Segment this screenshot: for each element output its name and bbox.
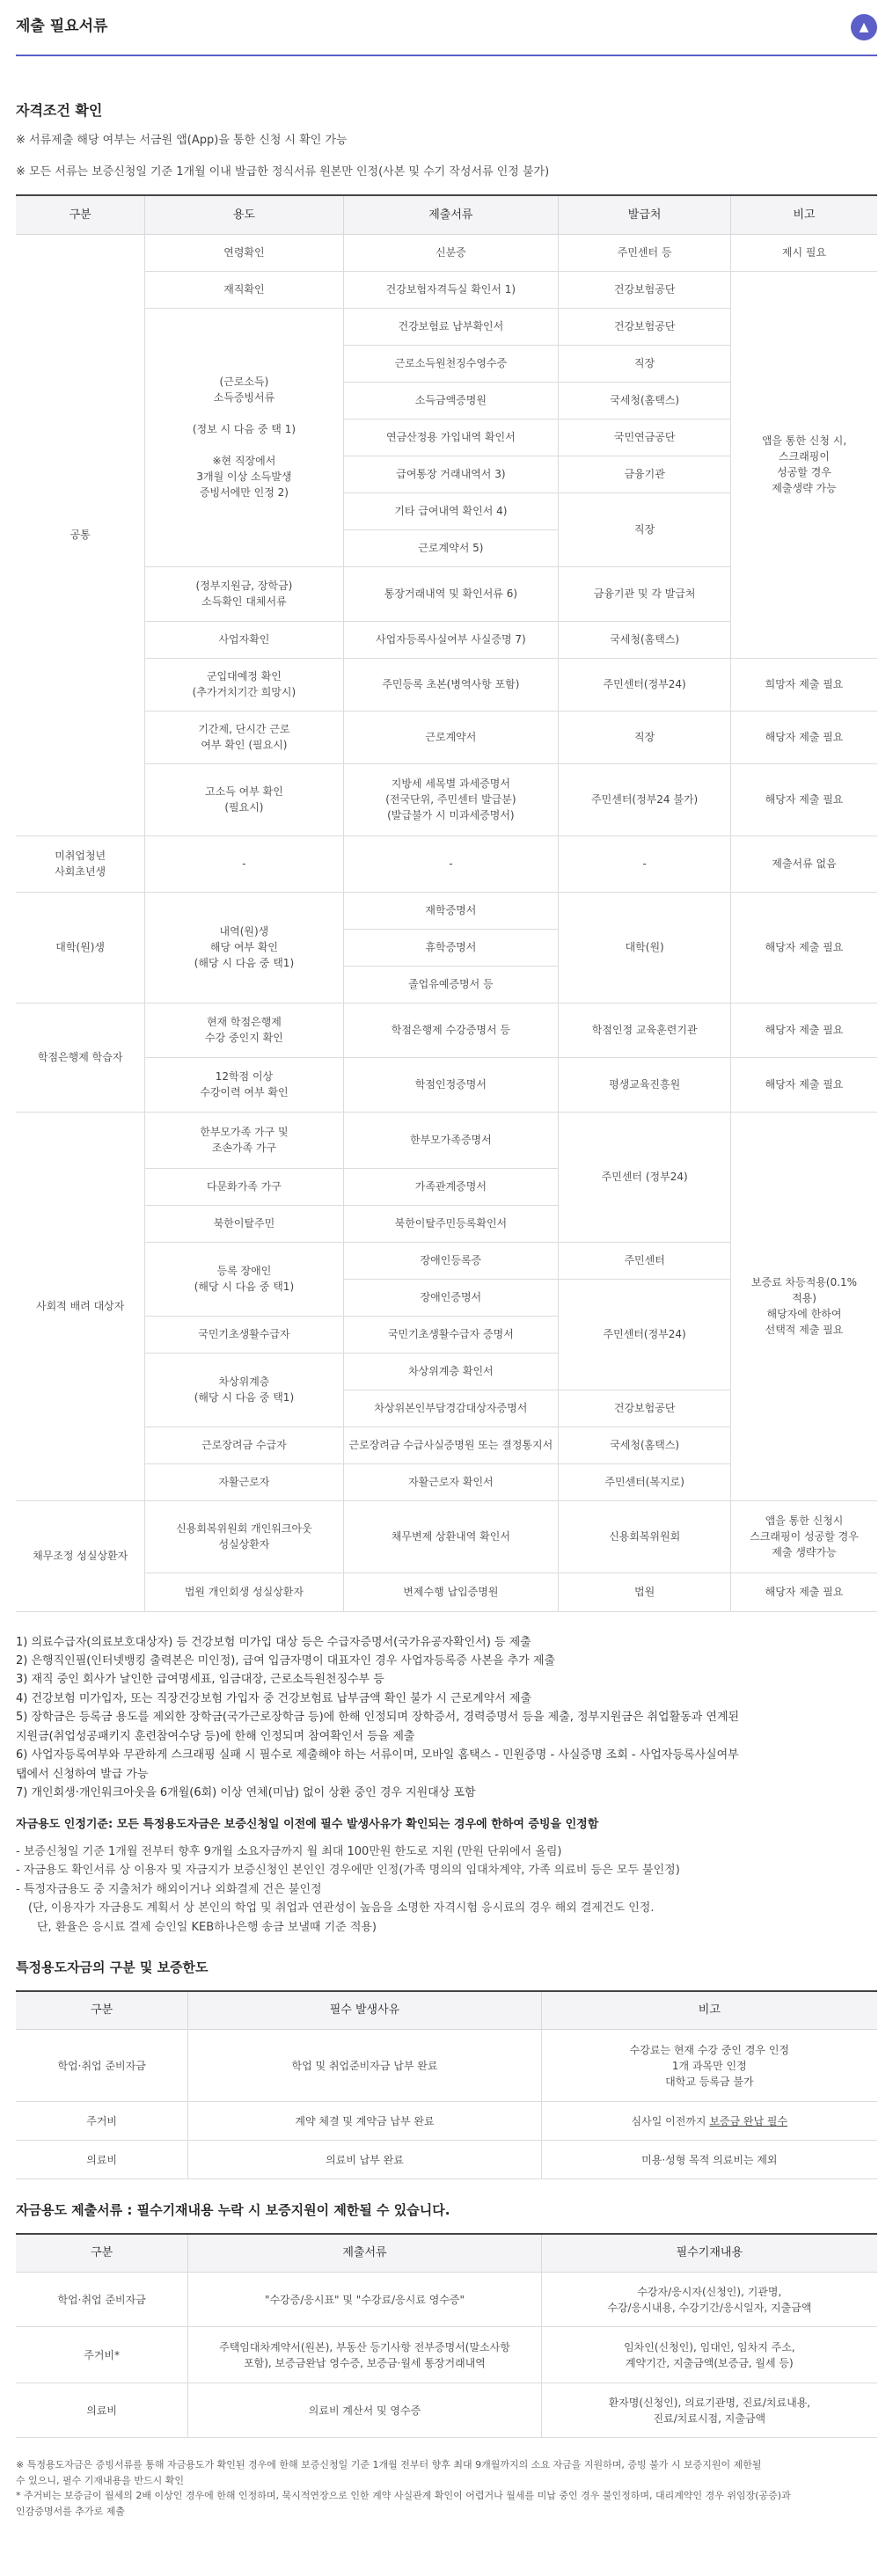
issuer-cell: 대학(원) xyxy=(559,892,731,1003)
document-cell: 차상위본인부담경감대상자증명서 xyxy=(343,1390,559,1427)
purpose-cell: 재직확인 xyxy=(145,271,343,308)
document-cell: 근로계약서 5) xyxy=(343,529,559,566)
issuer-cell: 주민센터 xyxy=(559,1242,731,1279)
issuer-cell: 주민센터(정부24) xyxy=(559,658,731,711)
issuer-cell: 주민센터 (정부24) xyxy=(559,1112,731,1242)
footnote: 3) 재직 중인 회사가 날인한 급여명세표, 임금대장, 근로소득원천징수부 등 xyxy=(16,1673,384,1687)
col-header: 필수기재내용 xyxy=(541,2234,877,2273)
category-cell: 공통 xyxy=(16,234,145,836)
col-header: 발급처 xyxy=(559,195,731,234)
footnote: 4) 건강보험 미가입자, 또는 직장건강보험 가입자 중 건강보험료 납부금액 확인 불가 시 근로계약서 제출 xyxy=(16,1691,532,1705)
purpose-cell: 고소득 여부 확인 (필요시) xyxy=(145,763,343,836)
purpose-cell: 현재 학점은행제 수강 중인지 확인 xyxy=(145,1003,343,1057)
required-content-cell: 임차인(신청인), 임대인, 임차지 주소, 계약기간, 지출금액(보증금, 월세 등) xyxy=(541,2327,877,2383)
purpose-cell: 기간제, 단시간 근로 여부 확인 (필요시) xyxy=(145,711,343,763)
chevron-up-icon[interactable]: ▲ xyxy=(851,14,877,40)
purpose-cell: 자활근로자 xyxy=(145,1463,343,1500)
issuer-cell: 국세청(홈택스) xyxy=(559,1427,731,1463)
reason-cell: 학업 및 취업준비자금 납부 완료 xyxy=(188,2030,541,2102)
document-cell: 졸업유예증명서 등 xyxy=(343,966,559,1003)
issuer-cell: 금융기관 및 각 발급처 xyxy=(559,566,731,621)
footnote: 1) 의료수급자(의료보호대상자) 등 건강보험 미가입 대상 등은 수급자증명서(국가유공자확인서) 등 제출 xyxy=(16,1635,531,1649)
col-header: 구분 xyxy=(16,195,145,234)
footnote: 6) 사업자등록여부와 무관하게 스크래핑 실패 시 필수로 제출해야 하는 서류이며, 모바일 홈택스 - 민원증명 - 사실증명 조회 - 사업자등록사실여부 xyxy=(16,1748,739,1762)
document-cell: 연금산정용 가입내역 확인서 xyxy=(343,419,559,456)
issuer-cell: 주민센터(복지로) xyxy=(559,1463,731,1500)
document-cell: 근로장려금 수급사실증명원 또는 결정통지서 xyxy=(343,1427,559,1463)
issuer-cell: 주민센터(정부24 불가) xyxy=(559,763,731,836)
purpose-cell: 신용회복위원회 개인워크아웃 성실상환자 xyxy=(145,1500,343,1573)
col-header: 필수 발생사유 xyxy=(188,1991,541,2030)
document-cell: 주민등록 초본(병역사항 포함) xyxy=(343,658,559,711)
remark-cell: 해당자 제출 필요 xyxy=(731,711,877,763)
reason-cell: 계약 체결 및 계약금 납부 완료 xyxy=(188,2102,541,2141)
category-cell: 의료비 xyxy=(16,2141,188,2179)
document-cell: 재학증명서 xyxy=(343,892,559,929)
footnote: 7) 개인회생·개인워크아웃을 6개월(6회) 이상 연체(미납) 없이 상환 중인 경우 지원대상 포함 xyxy=(16,1786,476,1799)
document-cell: 건강보험료 납부확인서 xyxy=(343,308,559,345)
purpose-cell: 군입대예정 확인 (추가거치기간 희망시) xyxy=(145,658,343,711)
col-header: 비고 xyxy=(731,195,877,234)
remark-cell: 보증료 차등적용(0.1% 적용) 해당자에 한하여 선택적 제출 필요 xyxy=(731,1112,877,1500)
purpose-cell: 한부모가족 가구 및 조손가족 가구 xyxy=(145,1112,343,1168)
qualification-note-original: ※ 모든 서류는 보증신청일 기준 1개월 이내 발급한 정식서류 원본만 인정(사본 및 수기 작성서류 인정 불가) xyxy=(16,164,550,179)
submit-docs-table xyxy=(16,2233,877,2439)
document-cell: 건강보험자격득실 확인서 1) xyxy=(343,271,559,308)
purpose-cell: (근로소득) 소득증빙서류 (정보 시 다음 중 택 1) ※현 직장에서 3개월 이상 소득발생 증빙서에만 인정 2) xyxy=(145,308,343,566)
fund-usage-standard-list xyxy=(16,1843,877,1937)
document-cell: "수강증/응시표" 및 "수강료/응시료 영수증" xyxy=(188,2273,541,2327)
document-cell: 차상위계층 확인서 xyxy=(343,1353,559,1390)
document-cell: 근로계약서 xyxy=(343,711,559,763)
category-cell: 학업·취업 준비자금 xyxy=(16,2273,188,2327)
footnote-list xyxy=(16,1633,877,1803)
category-cell: 학점은행제 학습자 xyxy=(16,1003,145,1112)
document-cell: 통장거래내역 및 확인서류 6) xyxy=(343,566,559,621)
remark-cell: 제출서류 없음 xyxy=(731,836,877,892)
issuer-cell: 금융기관 xyxy=(559,456,731,493)
remark-cell: 해당자 제출 필요 xyxy=(731,1057,877,1112)
document-cell: 지방세 세목별 과세증명서 (전국단위, 주민센터 발급분) (발급불가 시 미과세증명서) xyxy=(343,763,559,836)
remark-cell: 희망자 제출 필요 xyxy=(731,658,877,711)
section-title: 제출 필요서류 xyxy=(16,18,108,36)
category-cell: 사회적 배려 대상자 xyxy=(16,1112,145,1500)
category-cell: 대학(원)생 xyxy=(16,892,145,1003)
issuer-cell: 건강보험공단 xyxy=(559,1390,731,1427)
document-cell: 휴학증명서 xyxy=(343,929,559,966)
remark-cell: 해당자 제출 필요 xyxy=(731,1003,877,1057)
document-cell: 한부모가족증명서 xyxy=(343,1112,559,1168)
document-cell: 장애인증명서 xyxy=(343,1279,559,1316)
col-header: 구분 xyxy=(16,1991,188,2030)
submit-docs-title: 자금용도 제출서류 : 필수기재내용 누락 시 보증지원이 제한될 수 있습니다. xyxy=(16,2202,450,2219)
issuer-cell: 주민센터 등 xyxy=(559,234,731,271)
issuer-cell: 법원 xyxy=(559,1573,731,1611)
footer-note: * 주거비는 보증금이 월세의 2배 이상인 경우에 한해 인정하며, 묵시적연장으로 인한 계약 사실관계 확인이 어렵거나 월세를 미납 중인 경우 불인정하며, 대리계약인 경우 위임장(공증)과 xyxy=(16,2490,791,2502)
guarantee-limit-table xyxy=(16,1990,877,2180)
category-cell: 의료비 xyxy=(16,2383,188,2438)
category-cell: 채무조정 성실상환자 xyxy=(16,1500,145,1611)
standard-item: - 특정자금용도 중 지출처가 해외이거나 외화결제 건은 불인정 xyxy=(16,1882,322,1896)
document-cell: 채무변제 상환내역 확인서 xyxy=(343,1500,559,1573)
reason-cell: 의료비 납부 완료 xyxy=(188,2141,541,2179)
footer-note: ※ 특정용도자금은 증빙서류를 통해 자금용도가 확인된 경우에 한해 보증신청일 기준 1개월 전부터 향후 최대 9개월까지의 소요 자금을 지원하며, 증빙 불가 시 보증지원이 제한될 xyxy=(16,2459,762,2471)
document-cell: 근로소득원천징수영수증 xyxy=(343,345,559,382)
issuer-cell: 직장 xyxy=(559,493,731,566)
required-content-cell: 수강자/응시자(신청인), 기관명, 수강/응시내용, 수강기간/응시일자, 지출금액 xyxy=(541,2273,877,2327)
issuer-cell: 국세청(홈택스) xyxy=(559,382,731,419)
col-header: 제출서류 xyxy=(188,2234,541,2273)
col-header: 비고 xyxy=(541,1991,877,2030)
purpose-cell: 12학점 이상 수강이력 여부 확인 xyxy=(145,1057,343,1112)
remark-cell xyxy=(541,2102,877,2141)
remark-cell: 앱을 통한 신청시 스크래핑이 성공할 경우 제출 생략가능 xyxy=(731,1500,877,1573)
required-content-cell: 환자명(신청인), 의료기관명, 진료/치료내용, 진료/치료시점, 지출금액 xyxy=(541,2383,877,2438)
document-cell: 가족관계증명서 xyxy=(343,1168,559,1205)
remark-underlined: 보증금 완납 필수 xyxy=(709,2114,788,2127)
document-cell: 사업자등록사실여부 사실증명 7) xyxy=(343,621,559,658)
footnote: 2) 은행직인필(인터넷뱅킹 출력본은 미인정), 급여 입금자명이 대표자인 경우 사업자등록증 사본을 추가 제출 xyxy=(16,1653,556,1667)
document-cell: 장애인등록증 xyxy=(343,1242,559,1279)
issuer-cell: 국민연금공단 xyxy=(559,419,731,456)
category-cell: 주거비 xyxy=(16,2102,188,2141)
category-cell: 미취업청년 사회초년생 xyxy=(16,836,145,892)
document-cell: 자활근로자 확인서 xyxy=(343,1463,559,1500)
qualification-note-app: ※ 서류제출 해당 여부는 서금원 앱(App)을 통한 신청 시 확인 가능 xyxy=(16,134,348,147)
issuer-cell: 건강보험공단 xyxy=(559,308,731,345)
remark-cell: 앱을 통한 신청 시, 스크래핑이 성공할 경우 제출생략 가능 xyxy=(731,271,877,658)
document-cell: 소득금액증명원 xyxy=(343,382,559,419)
purpose-cell: 북한이탈주민 xyxy=(145,1205,343,1242)
remark-cell: 해당자 제출 필요 xyxy=(731,763,877,836)
document-cell: 변제수행 납입증명원 xyxy=(343,1573,559,1611)
category-cell: 학업·취업 준비자금 xyxy=(16,2030,188,2102)
document-cell: 북한이탈주민등록확인서 xyxy=(343,1205,559,1242)
document-cell: 급여통장 거래내역서 3) xyxy=(343,456,559,493)
purpose-cell: 국민기초생활수급자 xyxy=(145,1316,343,1353)
document-cell: 학점은행제 수강증명서 등 xyxy=(343,1003,559,1057)
issuer-cell: - xyxy=(559,836,731,892)
footer-note: 수 있으니, 필수 기재내용을 반드시 확인 xyxy=(16,2474,184,2486)
fund-usage-standard-title: 자금용도 인정기준: 모든 특정용도자금은 보증신청일 이전에 필수 발생사유가 확인되는 경우에 한하여 증빙을 인정함 xyxy=(16,1818,599,1832)
issuer-cell: 평생교육진흥원 xyxy=(559,1057,731,1112)
purpose-cell: 법원 개인회생 성실상환자 xyxy=(145,1573,343,1611)
purpose-cell: 다문화가족 가구 xyxy=(145,1168,343,1205)
remark-cell: 미용·성형 목적 의료비는 제외 xyxy=(541,2141,877,2179)
section-header xyxy=(16,0,877,56)
standard-item: - 자금용도 확인서류 상 이용자 및 자금지가 보증신청인 본인인 경우에만 인정(가족 명의의 임대차계약, 가족 의료비 등은 모두 불인정) xyxy=(16,1864,680,1878)
document-cell: 기타 급여내역 확인서 4) xyxy=(343,493,559,529)
remark-cell: 해당자 제출 필요 xyxy=(731,892,877,1003)
purpose-cell: - xyxy=(145,836,343,892)
purpose-cell: 차상위계층 (해당 시 다음 중 택1) xyxy=(145,1353,343,1427)
footer-notes xyxy=(16,2457,877,2519)
document-cell: 신분증 xyxy=(343,234,559,271)
standard-item: - 보증신청일 기준 1개월 전부터 향후 9개월 소요자금까지 월 최대 100만원 한도로 지원 (만원 단위에서 올림) xyxy=(16,1844,562,1858)
document-cell: 국민기초생활수급자 증명서 xyxy=(343,1316,559,1353)
footer-note: 인감증명서를 추가로 제출 xyxy=(16,2505,125,2517)
purpose-cell: 내역(원)생 해당 여부 확인 (해당 시 다음 중 택1) xyxy=(145,892,343,1003)
issuer-cell: 주민센터(정부24) xyxy=(559,1279,731,1390)
remark-cell: 수강료는 현재 수강 중인 경우 인정 1개 과목만 인정 대학교 등록금 불가 xyxy=(541,2030,877,2102)
footnote: 지원금(취업성공패키지 훈련참여수당 등)에 한해 인정되며 참여확인서 등을 제출 xyxy=(16,1729,415,1743)
issuer-cell: 직장 xyxy=(559,345,731,382)
purpose-cell: 근로장려금 수급자 xyxy=(145,1427,343,1463)
purpose-cell: 사업자확인 xyxy=(145,621,343,658)
qualification-title: 자격조건 확인 xyxy=(16,102,103,119)
issuer-cell: 건강보험공단 xyxy=(559,271,731,308)
purpose-cell: 연령확인 xyxy=(145,234,343,271)
footnote: 탭에서 신청하여 발급 가능 xyxy=(16,1767,149,1781)
guarantee-limit-title: 특정용도자금의 구분 및 보증한도 xyxy=(16,1959,209,1976)
issuer-cell: 학점인정 교육훈련기관 xyxy=(559,1003,731,1057)
col-header: 용도 xyxy=(145,195,343,234)
footnote: 5) 장학금은 등록금 용도를 제외한 장학금(국가근로장학금 등)에 한해 인정되며 장학증서, 경력증명서 등을 제출, 정부지원금은 취업활동과 연계된 xyxy=(16,1711,740,1725)
issuer-cell: 직장 xyxy=(559,711,731,763)
standard-item: (단, 이용자가 자금용도 계획서 상 본인의 학업 및 취업과 연관성이 높음을 소명한 자격시험 응시료의 경우 해외 결제건도 인정. xyxy=(28,1901,655,1916)
purpose-cell: 등록 장애인 (해당 시 다음 중 택1) xyxy=(145,1242,343,1316)
remark-text: 심사일 이전까지 xyxy=(631,2114,710,2127)
document-cell: 주택임대차계약서(원본), 부동산 등기사항 전부증명서(말소사항 포함), 보증금완납 영수증, 보증금·월세 통장거래내역 xyxy=(188,2327,541,2383)
col-header: 구분 xyxy=(16,2234,188,2273)
document-cell: 의료비 계산서 및 영수증 xyxy=(188,2383,541,2438)
document-cell: - xyxy=(343,836,559,892)
remark-cell: 제시 필요 xyxy=(731,234,877,271)
required-docs-table xyxy=(16,194,877,1612)
category-cell: 주거비* xyxy=(16,2327,188,2383)
issuer-cell: 국세청(홈택스) xyxy=(559,621,731,658)
standard-item: 단, 환율은 응시료 결제 승인일 KEB하나은행 송금 보낼때 기준 적용) xyxy=(37,1920,377,1934)
document-cell: 학점인정증명서 xyxy=(343,1057,559,1112)
remark-cell: 해당자 제출 필요 xyxy=(731,1573,877,1611)
purpose-cell: (정부지원금, 장학금) 소득확인 대체서류 xyxy=(145,566,343,621)
issuer-cell: 신용회복위원회 xyxy=(559,1500,731,1573)
col-header: 제출서류 xyxy=(343,195,559,234)
